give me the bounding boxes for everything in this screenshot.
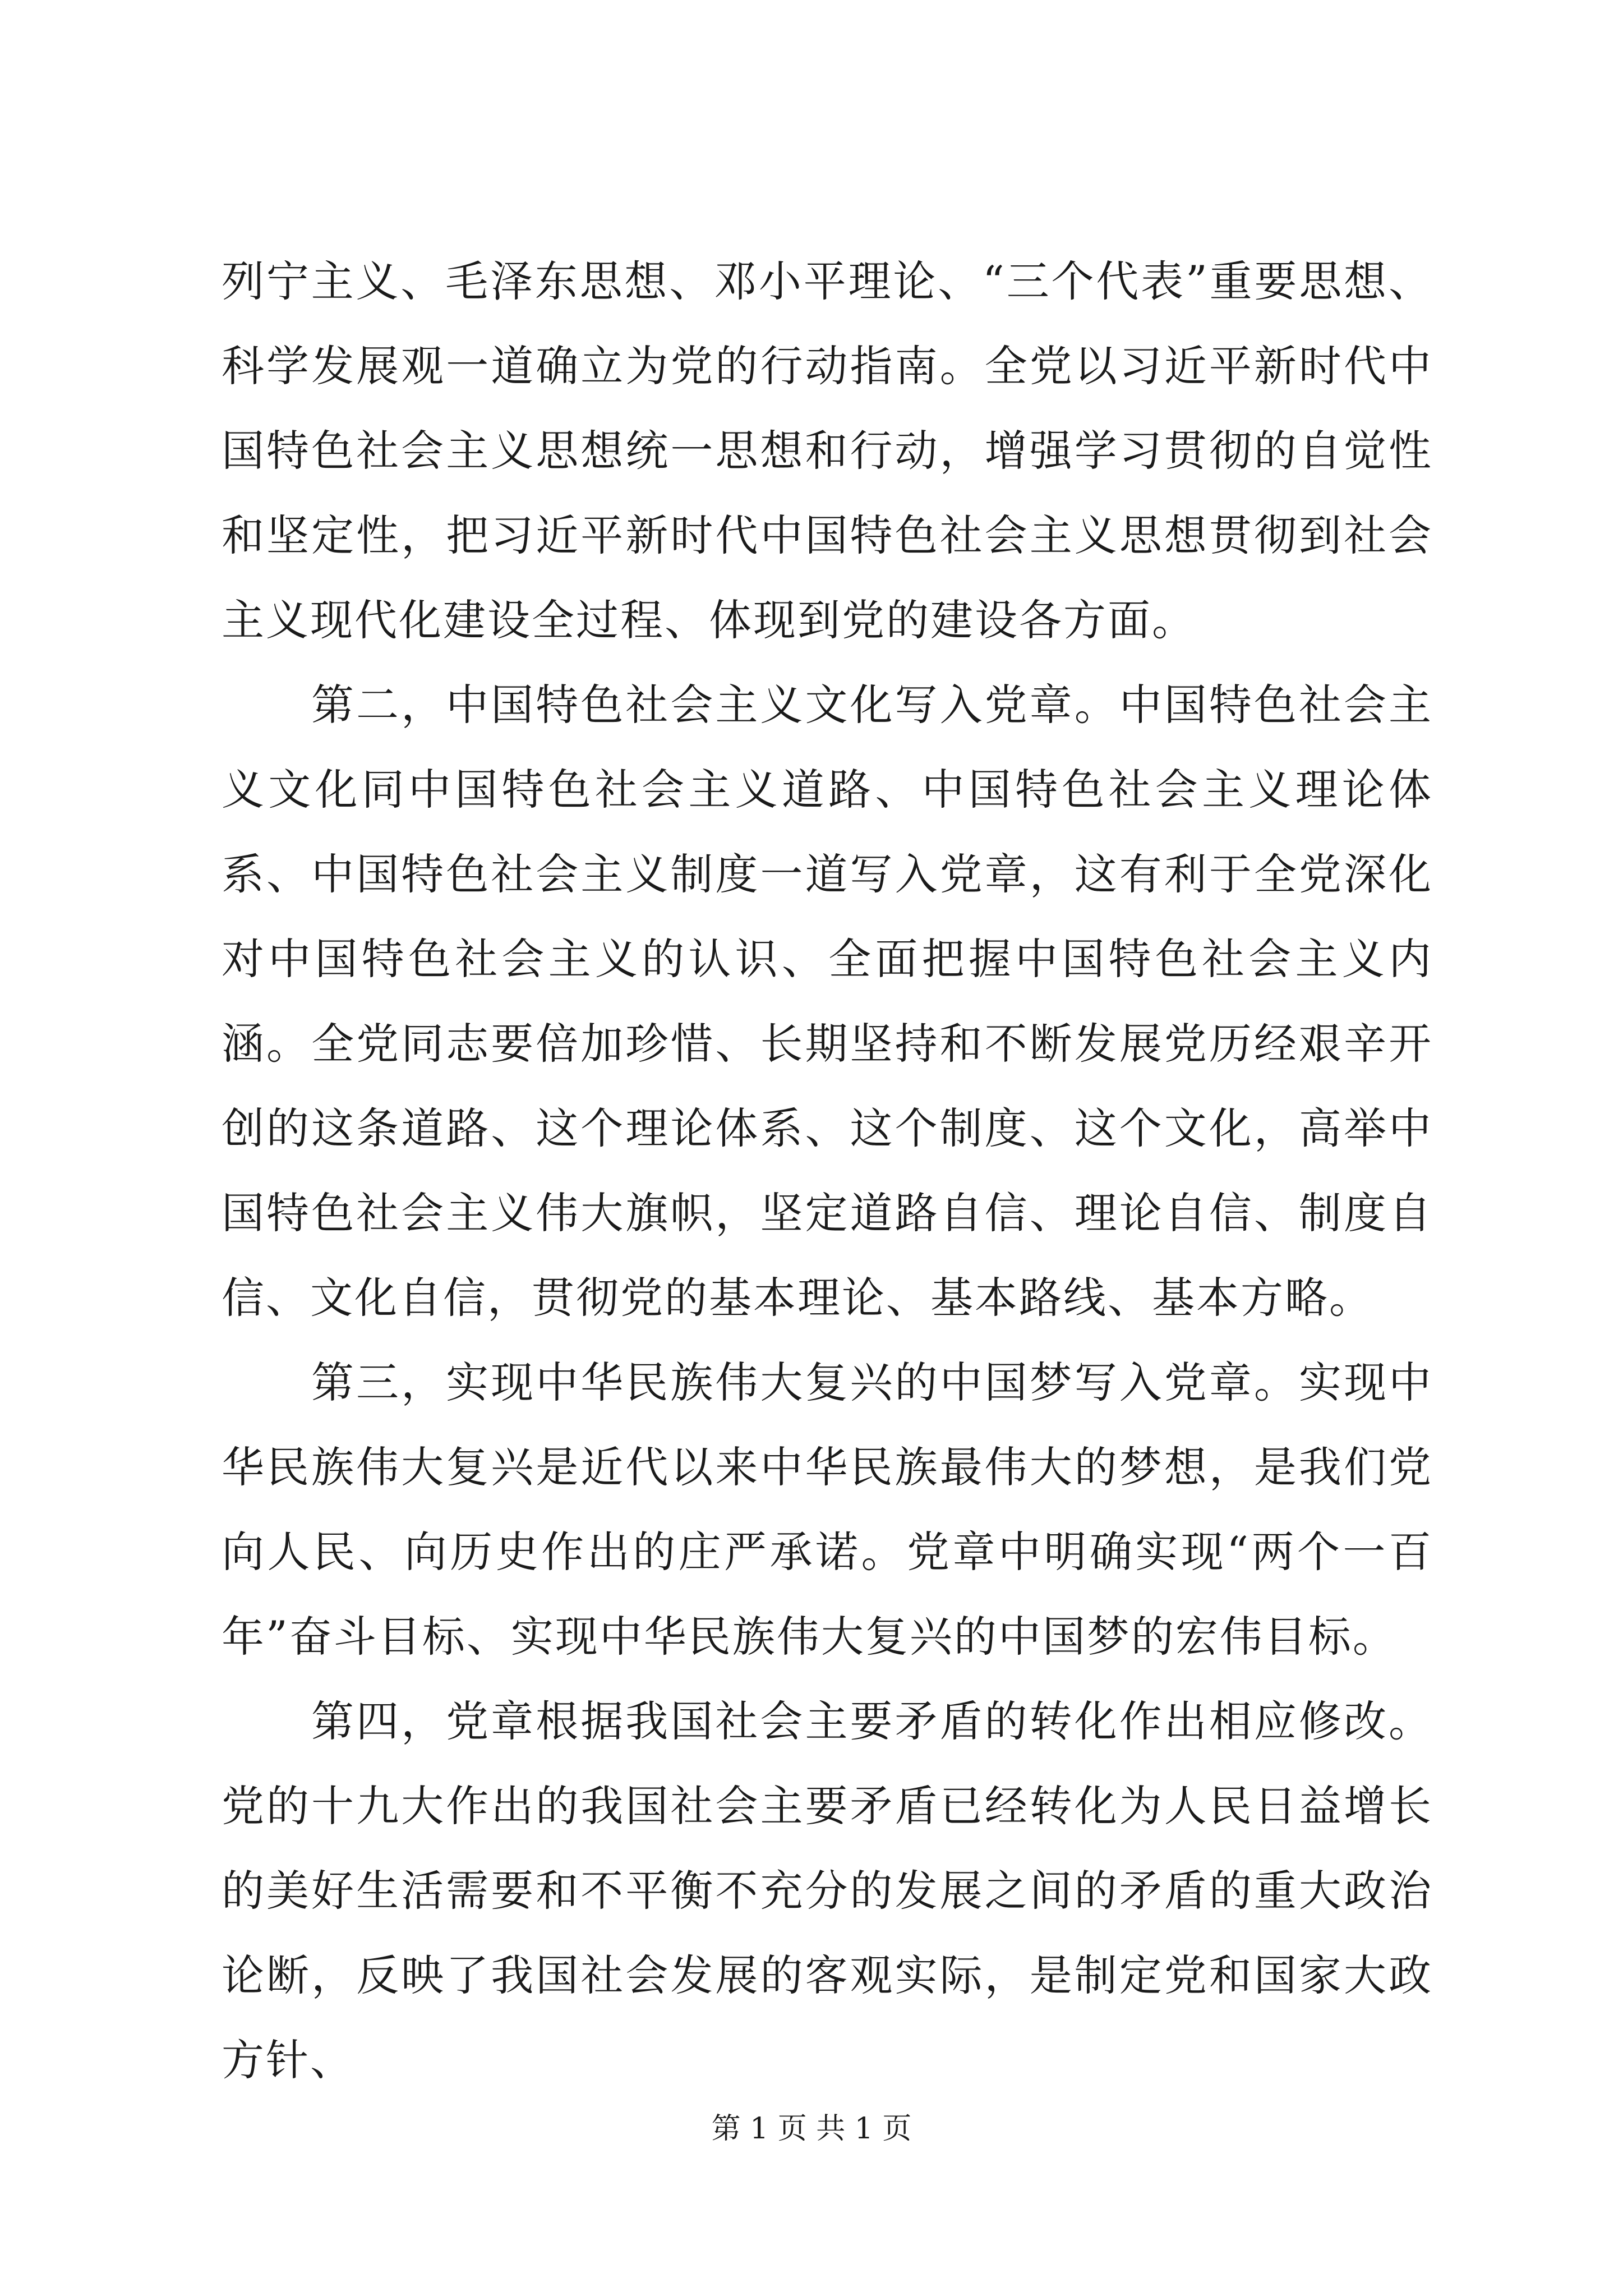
paragraph-third: 第三，实现中华民族伟大复兴的中国梦写入党章。实现中华民族伟大复兴是近代以来中华民族最伟大的梦想，是我们党向人民、向历史作出的庄严承诺。党章中明确实现“两个一百年”奋斗目标、实现中华民族伟大复兴的中国梦的宏伟目标。 bbox=[222, 1358, 1433, 1662]
paragraph-fourth: 第四，党章根据我国社会主要矛盾的转化作出相应修改。党的十九大作出的我国社会主要矛盾已经转化为人民日益增长的美好生活需要和不平衡不充分的发展之间的矛盾的重大政治论断，反映了我国社会发展的客观实际，是制定党和国家大政方针、 bbox=[222, 1696, 1433, 2085]
document-body bbox=[222, 239, 1433, 2102]
page-footer: 第 1 页 共 1 页 bbox=[711, 2112, 912, 2146]
paragraph-continuation: 列宁主义、毛泽东思想、邓小平理论、“三个代表”重要思想、科学发展观一道确立为党的行动指南。全党以习近平新时代中国特色社会主义思想统一思想和行动，增强学习贯彻的自觉性和坚定性，把习近平新时代中国特色社会主义思想贯彻到社会主义现代化建设全过程、体现到党的建设各方面。 bbox=[222, 256, 1433, 645]
paragraph-second: 第二，中国特色社会主义文化写入党章。中国特色社会主义文化同中国特色社会主义道路、中国特色社会主义理论体系、中国特色社会主义制度一道写入党章，这有利于全党深化对中国特色社会主义的认识、全面把握中国特色社会主义内涵。全党同志要倍加珍惜、长期坚持和不断发展党历经艰辛开创的这条道路、这个理论体系、这个制度、这个文化，高举中国特色社会主义伟大旗帜，坚定道路自信、理论自信、制度自信、文化自信，贯彻党的基本理论、基本路线、基本方略。 bbox=[222, 680, 1433, 1323]
